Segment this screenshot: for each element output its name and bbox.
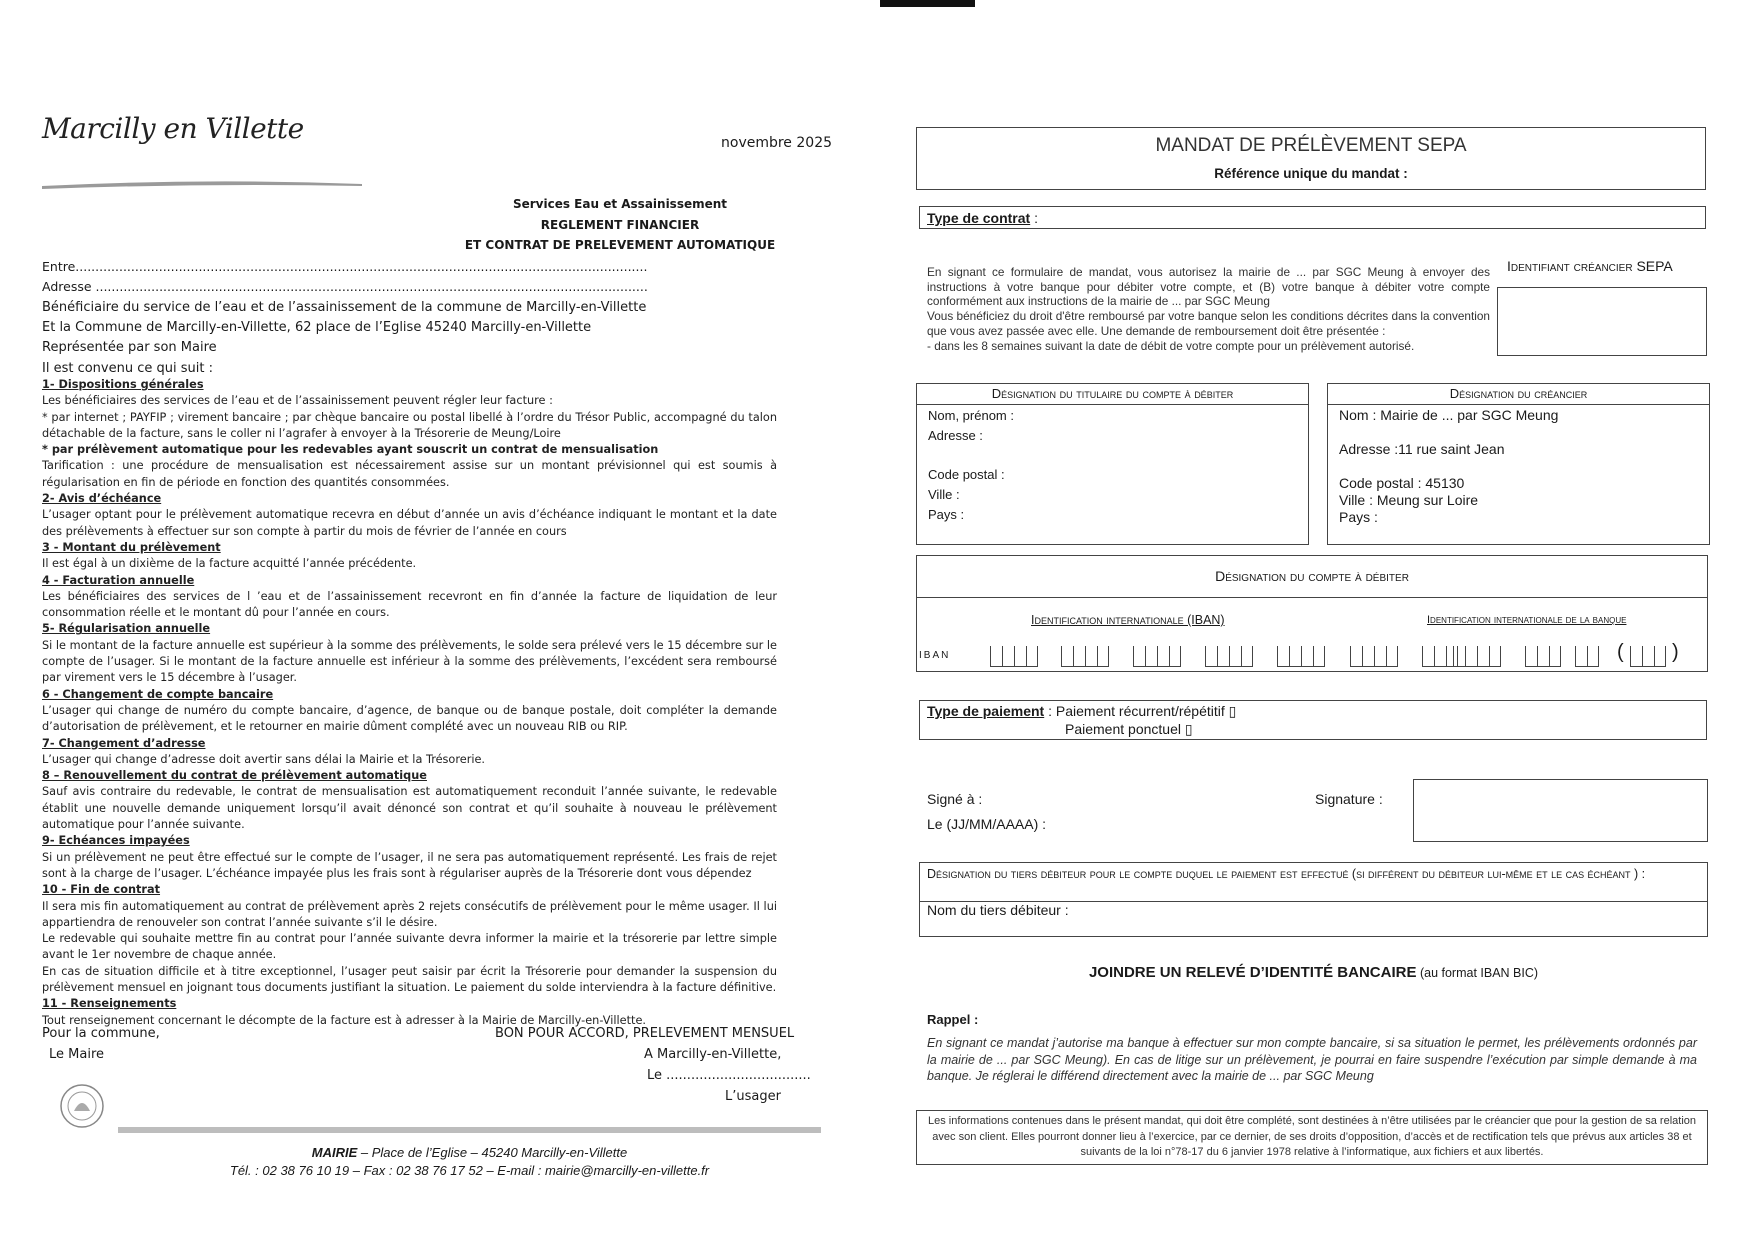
intro-refund-delay: - dans les 8 semaines suivant la date de débit de votre compte pour un prélèvement autorisé. xyxy=(927,338,1415,353)
signed-date-field[interactable]: Le (JJ/MM/AAAA) : xyxy=(927,816,1047,832)
debtor-postcode-field[interactable]: Code postal : xyxy=(928,467,1005,482)
third-party-header: Désignation du tiers débiteur pour le compte duquel le paiement est effectué (si différent du débiteur lui-même et le cas échéant ) : xyxy=(927,867,1646,881)
iban-cell[interactable] xyxy=(1073,646,1085,667)
payment-type-colon: : xyxy=(1044,703,1052,719)
iban-prefix-char: A xyxy=(932,650,942,661)
iban-cell-group[interactable] xyxy=(1205,646,1253,668)
contract-type-line xyxy=(927,210,1038,226)
third-party-name-field[interactable]: Nom du tiers débiteur : xyxy=(927,902,1069,918)
articles-list xyxy=(42,377,777,1029)
rappel-text: En signant ce mandat j’autorise ma banque à effectuer sur mon compte bancaire, si sa situation le permet, les prélèvements ordonnés par la mairie de ... par SGC Meung). En cas de litige sur un prélèvement, je pourrai en faire suspendre l’exécution par simple demande à ma banque. Je réglerai le différend directement avec la mairie de ... par SGC Meung xyxy=(927,1036,1697,1083)
document-date: novembre 2025 xyxy=(721,135,833,151)
creditor-id-field[interactable] xyxy=(1497,287,1707,356)
article-paragraph: Tout renseignement concernant le décompte de la facture est à adresser à la Mairie de Marcilly-en-Villette. xyxy=(42,1013,646,1027)
debtor-address-field[interactable]: Adresse : xyxy=(928,428,983,443)
iban-cell[interactable] xyxy=(1085,646,1097,667)
article-paragraph: * par internet ; PAYFIP ; virement bancaire ; par chèque bancaire ou postal libellé à l’ordre du Trésor Public, accompagné du talon détachable de la facture, sans le coller ni l’agrafer à envoyer à la Trésorerie de Meung/Loire xyxy=(42,410,777,440)
rib-instruction-format: (au format IBAN BIC) xyxy=(1416,966,1539,980)
doc-title-1: Services Eau et Assainissement xyxy=(512,197,728,211)
article-paragraph: Si un prélèvement ne peut être effectué sur le compte de l’usager, il ne sera pas automatiquement représenté. Les frais de rejet sont à la charge de l’usager. L’échéance impayée plus les frais sont à régulariser auprès de la Trésorerie dont vous dépendez xyxy=(42,850,777,880)
party-representative: Représentée par son Maire xyxy=(42,340,217,355)
iban-prefix-char: I xyxy=(919,650,924,661)
iban-cell[interactable] xyxy=(1097,646,1109,667)
article-paragraph: En cas de situation difficile et à titre exceptionnel, l’usager peut saisir par écrit la Trésorerie pour demander la suspension du prélèvement mensuel en joignant tous documents justifiant la situation. Le paiement du solde interviendra à la facture définitive. xyxy=(42,964,777,994)
iban-label: Identification internationale (IBAN) xyxy=(1031,613,1225,627)
iban-cell[interactable] xyxy=(1289,646,1301,667)
bic-label: Identification internationale de la banque xyxy=(1427,614,1627,626)
bic-cell-group[interactable] xyxy=(1630,646,1666,668)
bic-cell[interactable] xyxy=(1642,646,1654,667)
article-paragraph: Il sera mis fin automatiquement au contrat de prélèvement après 2 rejets consécutifs de prélèvement pour le même usager. Il lui appartiendra de renouveler son contrat l’année suivante s’il le désire. xyxy=(42,899,777,929)
scan-edge-mark xyxy=(880,0,975,7)
footer-address xyxy=(118,1145,821,1160)
mandate-title: MANDAT DE PRÉLÈVEMENT SEPA xyxy=(1155,135,1467,156)
article-paragraph: L’usager optant pour le prélèvement automatique recevra en début d’année un avis d’échéance indiquant le montant et la date des prélèvements à effectuer sur son compte à partir du mois de février de l’année en cours xyxy=(42,508,777,538)
footer-contact: Tél. : 02 38 76 10 19 – Fax : 02 38 76 17 52 – E-mail : mairie@marcilly-en-villette.fr xyxy=(229,1163,710,1178)
article-title: 10 - Fin de contrat xyxy=(42,883,161,897)
article-paragraph: Les bénéficiaires des services de l ’eau et de l’assainissement recevront en fin d’année la facture de liquidation de leur consommation réelle et le montant dû pour l’année en cours. xyxy=(42,589,777,620)
signature-accord: BON POUR ACCORD, PRELEVEMENT MENSUEL xyxy=(495,1026,795,1041)
creditor-address: Adresse :11 rue saint Jean xyxy=(1339,441,1505,457)
article-title: 3 - Montant du prélèvement xyxy=(42,540,221,554)
bic-cell[interactable] xyxy=(1477,646,1489,667)
creditor-postcode: Code postal : 45130 xyxy=(1339,475,1465,491)
article-paragraph: Sauf avis contraire du redevable, le contrat de mensualisation est automatiquement reconduit l’année suivante, le redevable établit une nouvelle demande uniquement lorsqu’il avait dénoncé son contrat et qu’il souhaite à nouveau le prélèvement automatique pour l’année suivante. xyxy=(42,785,777,832)
article-title: 7- Changement d’adresse xyxy=(42,736,206,750)
bic-cell[interactable] xyxy=(1489,646,1501,667)
iban-cell[interactable] xyxy=(1374,646,1386,667)
bic-open-paren: ( xyxy=(1617,641,1624,663)
creditor-city: Ville : Meung sur Loire xyxy=(1339,492,1479,508)
article-title: 11 - Renseignements xyxy=(42,997,177,1011)
bic-cell[interactable] xyxy=(1575,646,1587,667)
iban-cell[interactable] xyxy=(1362,646,1374,667)
iban-cell[interactable] xyxy=(1313,646,1325,667)
mandate-intro xyxy=(927,265,1490,353)
creditor-box xyxy=(1327,383,1710,545)
contract-type-box[interactable] xyxy=(919,206,1706,229)
rib-instruction-bold: JOINDRE UN RELEVÉ D’IDENTITÉ BANCAIRE xyxy=(1088,964,1417,981)
creditor-name: Nom : Mairie de ... par SGC Meung xyxy=(1339,407,1559,423)
footer-address-text: – Place de l’Eglise – 45240 Marcilly-en-Villette xyxy=(357,1145,628,1160)
iban-cell[interactable] xyxy=(1145,646,1157,667)
bic-cell[interactable] xyxy=(1630,646,1642,667)
iban-prefix-char: N xyxy=(941,650,951,661)
creditor-country: Pays : xyxy=(1339,509,1378,525)
signature-box[interactable] xyxy=(1413,779,1708,842)
adresse-field[interactable]: Adresse ........................................................................................................................................... xyxy=(42,279,648,294)
contract-type-label: Type de contrat xyxy=(927,210,1031,226)
debtor-box xyxy=(916,383,1309,545)
creditor-header: Désignation du créancier xyxy=(1328,384,1709,405)
article-title: 6 - Changement de compte bancaire xyxy=(42,687,274,701)
cnil-notice: Les informations contenues dans le présent mandat, qui doit être complété, sont destinées à n’être utilisées par le créancier que pour la gestion de sa relation avec son client. Elles pourront donner lieu à l’exercice, par ce dernier, de ses droits d’opposition, d’accès et de rectification tels que prévus aux articles 38 et suivants de la loi n°78-17 du 6 janvier 1978 relative à l’informatique, aux fichiers et aux libertés. xyxy=(927,1115,1696,1158)
commune-logo: Marcilly en Villette xyxy=(42,112,304,145)
article-title: 5- Régularisation annuelle xyxy=(42,622,211,636)
bic-cell[interactable] xyxy=(1587,646,1599,667)
mandate-reference[interactable]: Référence unique du mandat : xyxy=(1214,166,1408,181)
iban-cell[interactable] xyxy=(1241,646,1253,667)
bic-cell-group[interactable] xyxy=(1575,646,1599,668)
iban-cell[interactable] xyxy=(1229,646,1241,667)
article-title: 4 - Facturation annuelle xyxy=(42,573,195,587)
bic-cell-group[interactable] xyxy=(1453,646,1501,668)
account-right-border xyxy=(1707,598,1708,672)
iban-cell[interactable] xyxy=(1169,646,1181,667)
signed-at-field[interactable]: Signé à : xyxy=(927,791,983,807)
contract-type-colon: : xyxy=(1030,210,1038,226)
bic-cell-group[interactable] xyxy=(1525,646,1561,668)
iban-cell[interactable] xyxy=(1422,646,1434,667)
iban-cell[interactable] xyxy=(1157,646,1169,667)
agreement-intro: Il est convenu ce qui suit : xyxy=(42,361,213,376)
article-paragraph: L’usager qui change d’adresse doit avertir sans délai la Mairie et la Trésorerie. xyxy=(42,752,486,766)
signature-usager: L’usager xyxy=(725,1089,781,1104)
payment-type-row-2 xyxy=(1065,721,1193,738)
payment-type-box xyxy=(919,700,1707,740)
payment-ponctuel-checkbox[interactable]: ▯ xyxy=(1184,721,1193,737)
logo-swoosh xyxy=(42,180,362,190)
debtor-header: Désignation du titulaire du compte à débiter xyxy=(917,384,1308,405)
account-left-border xyxy=(916,598,917,672)
account-header-box xyxy=(916,555,1708,598)
iban-prefix-char: B xyxy=(923,650,933,661)
payment-recurrent-label: Paiement récurrent/répétitif xyxy=(1055,703,1225,719)
commune-seal-stamp xyxy=(58,1083,106,1129)
signature-label: Signature : xyxy=(1315,791,1383,807)
signature-maire: Le Maire xyxy=(49,1047,104,1062)
iban-cell[interactable] xyxy=(1277,646,1289,667)
intro-authorisation: En signant ce formulaire de mandat, vous autorisez la mairie de ... par SGC Meung à envoyer des instructions à votre banque pour débiter votre compte, et (B) votre banque à débiter votre compte conformément aux instructions de la mairie de ... par SGC Meung xyxy=(927,265,1490,309)
article-paragraph: * par prélèvement automatique pour les redevables ayant souscrit un contrat de mensualisation xyxy=(42,443,659,457)
payment-ponctuel-label: Paiement ponctuel xyxy=(1065,721,1181,737)
iban-cell[interactable] xyxy=(1205,646,1217,667)
entre-field[interactable]: Entre................................................................................................................................................ xyxy=(42,259,648,274)
third-party-box xyxy=(919,862,1708,937)
iban-cell[interactable] xyxy=(1002,646,1014,667)
iban-cell-group[interactable] xyxy=(1133,646,1181,668)
iban-cell[interactable] xyxy=(1301,646,1313,667)
bic-close-paren: ) xyxy=(1672,641,1679,663)
mandate-header-box xyxy=(916,127,1706,190)
doc-title-2: REGLEMENT FINANCIER xyxy=(540,218,700,232)
article-paragraph: Si le montant de la facture annuelle est supérieur à la somme des prélèvements, le solde sera prélevé vers le 15 décembre sur le compte de l’usager. Si le montant de la facture annuelle est inférieur à la somme des prélèvements, l’excédent sera remboursé par virement vers le 15 décembre à l’usager. xyxy=(42,638,777,685)
payment-recurrent-checkbox[interactable]: ▯ xyxy=(1228,703,1237,719)
article-title: 1- Dispositions générales xyxy=(42,378,204,391)
rib-instruction xyxy=(919,964,1708,981)
iban-cell[interactable] xyxy=(1133,646,1145,667)
party-beneficiary: Bénéficiaire du service de l’eau et de l’assainissement de la commune de Marcilly-en-Villette xyxy=(42,300,647,315)
iban-cell-group[interactable] xyxy=(1277,646,1325,668)
bic-cell[interactable] xyxy=(1525,646,1537,667)
iban-cell[interactable] xyxy=(1217,646,1229,667)
iban-cell[interactable] xyxy=(1026,646,1038,667)
iban-cell[interactable] xyxy=(1061,646,1073,667)
iban-cell[interactable] xyxy=(1386,646,1398,667)
bic-cell[interactable] xyxy=(1654,646,1666,667)
article-paragraph: Le redevable qui souhaite mettre fin au contrat pour l’année suivante devra informer la mairie et la trésorerie par lettre simple avant le 1er novembre de chaque année. xyxy=(42,932,777,962)
party-commune: Et la Commune de Marcilly-en-Villette, 62 place de l’Eglise 45240 Marcilly-en-Villette xyxy=(42,320,592,335)
footer-divider xyxy=(118,1127,821,1133)
article-paragraph: Tarification : une procédure de mensualisation est nécessairement assise sur un montant prévisionnel qui est soumis à régularisation en fin de période en fonction des quantités consommées. xyxy=(42,459,777,489)
doc-title-3: ET CONTRAT DE PRELEVEMENT AUTOMATIQUE xyxy=(464,238,776,252)
account-header: Désignation du compte à débiter xyxy=(1215,568,1409,584)
article-paragraph: Il est égal à un dixième de la facture acquitté l’année précédente. xyxy=(42,557,417,571)
article-title: 9- Echéances impayées xyxy=(42,834,190,848)
article-paragraph: L’usager qui change de numéro du compte bancaire, d’agence, de banque ou de banque postale, doit compléter la demande d’autorisation de prélèvement, et le retourner en mairie dûment complété avec un nouveau RIB ou RIP. xyxy=(42,703,777,734)
article-title: 2- Avis d’échéance xyxy=(42,492,162,506)
article-title: 8 – Renouvellement du contrat de prélèvement automatique xyxy=(42,769,427,783)
iban-cell-group[interactable] xyxy=(990,646,1038,668)
payment-type-row-1 xyxy=(927,703,1236,720)
signature-commune: Pour la commune, xyxy=(42,1026,160,1041)
iban-cell[interactable] xyxy=(1014,646,1026,667)
debtor-name-field[interactable]: Nom, prénom : xyxy=(928,408,1014,423)
rappel-label: Rappel : xyxy=(927,1012,979,1027)
intro-refund-right: Vous bénéficiez du droit d'être remboursé par votre banque selon les conditions décrites dans la convention que vous avez passée avec elle. Une demande de remboursement doit être présentée : xyxy=(927,309,1490,338)
signature-place: A Marcilly-en-Villette, xyxy=(644,1047,782,1062)
iban-prefix xyxy=(919,650,950,661)
footer-mairie: MAIRIE xyxy=(311,1145,358,1160)
bic-cell[interactable] xyxy=(1453,646,1465,667)
creditor-id-label: Identifiant créancier SEPA xyxy=(1507,258,1673,274)
iban-cell-group[interactable] xyxy=(1350,646,1398,668)
iban-cell[interactable] xyxy=(1350,646,1362,667)
debtor-country-field[interactable]: Pays : xyxy=(928,507,965,522)
cnil-notice-box xyxy=(916,1110,1708,1165)
bic-cell[interactable] xyxy=(1537,646,1549,667)
bic-cell[interactable] xyxy=(1549,646,1561,667)
signature-date-field[interactable]: Le ................................... xyxy=(647,1068,811,1083)
iban-cell[interactable] xyxy=(1434,646,1446,667)
bic-cell[interactable] xyxy=(1465,646,1477,667)
iban-cell[interactable] xyxy=(990,646,1002,667)
iban-cell-group[interactable] xyxy=(1061,646,1109,668)
payment-type-label: Type de paiement xyxy=(927,703,1045,719)
debtor-city-field[interactable]: Ville : xyxy=(928,487,960,502)
account-bottom-border xyxy=(916,671,1708,672)
article-paragraph: Les bénéficiaires des services de l’eau et de l’assainissement peuvent régler leur facture : xyxy=(42,394,553,408)
